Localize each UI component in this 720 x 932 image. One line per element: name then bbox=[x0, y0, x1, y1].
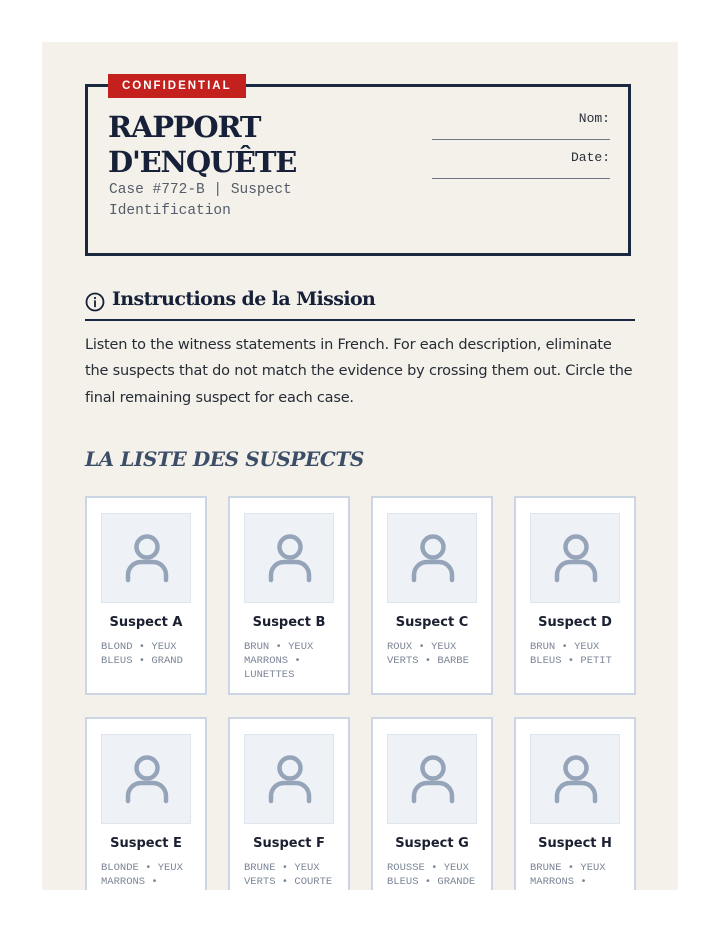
person-icon bbox=[551, 750, 601, 808]
name-field-label: Nom: bbox=[578, 111, 610, 126]
suspect-photo bbox=[387, 734, 477, 824]
suspect-name: Suspect F bbox=[253, 836, 325, 851]
person-icon bbox=[551, 529, 601, 587]
suspect-photo bbox=[530, 734, 620, 824]
case-subtitle: Case #772-B | Suspect Identification bbox=[109, 182, 292, 219]
confidential-badge: CONFIDENTIAL bbox=[108, 74, 246, 98]
suspect-card-f[interactable] bbox=[228, 717, 350, 890]
suspect-name: Suspect D bbox=[538, 615, 612, 630]
suspect-card-a[interactable] bbox=[85, 496, 207, 695]
person-icon bbox=[265, 750, 315, 808]
suspect-name: Suspect A bbox=[109, 615, 183, 630]
suspect-description: BRUNE • YEUX VERTS • COURTE bbox=[244, 862, 333, 888]
suspect-card-g[interactable] bbox=[371, 717, 493, 890]
name-field-line[interactable] bbox=[432, 139, 610, 140]
suspect-card-h[interactable] bbox=[514, 717, 636, 890]
instructions-text: Listen to the witness statements in French. For each description, eliminate the suspects that do not match the evidence by crossing them out. Circle the final remaining suspect for each case. bbox=[85, 337, 633, 406]
date-field-line[interactable] bbox=[432, 178, 610, 179]
suspect-card-e[interactable] bbox=[85, 717, 207, 890]
suspect-name: Suspect B bbox=[252, 615, 326, 630]
suspect-photo bbox=[387, 513, 477, 603]
suspect-card-b[interactable] bbox=[228, 496, 350, 695]
suspect-photo bbox=[244, 734, 334, 824]
suspect-description: ROUX • YEUX VERTS • BARBE bbox=[387, 641, 469, 667]
report-title: RAPPORT D'ENQUÊTE bbox=[108, 110, 297, 179]
suspect-photo bbox=[530, 513, 620, 603]
suspect-photo bbox=[101, 513, 191, 603]
suspect-description: ROUSSE • YEUX BLEUS • GRANDE bbox=[387, 862, 476, 888]
suspect-card-c[interactable] bbox=[371, 496, 493, 695]
suspect-description: BRUN • YEUX MARRONS • LUNETTES bbox=[244, 641, 314, 681]
person-icon bbox=[265, 529, 315, 587]
suspect-card-d[interactable] bbox=[514, 496, 636, 695]
suspect-name: Suspect H bbox=[538, 836, 612, 851]
person-icon bbox=[122, 529, 172, 587]
date-field-label: Date: bbox=[570, 150, 610, 165]
suspect-description: BLONDE • YEUX MARRONS • bbox=[101, 862, 183, 888]
suspect-photo bbox=[101, 734, 191, 824]
suspect-description: BRUNE • YEUX MARRONS • bbox=[530, 862, 606, 888]
instructions-header bbox=[85, 289, 635, 321]
suspect-photo bbox=[244, 513, 334, 603]
suspect-name: Suspect E bbox=[110, 836, 182, 851]
suspect-name: Suspect G bbox=[395, 836, 469, 851]
suspect-description: BLOND • YEUX BLEUS • GRAND bbox=[101, 641, 183, 667]
instructions-title: Instructions de la Mission bbox=[112, 288, 376, 310]
suspect-list-title: LA LISTE DES SUSPECTS bbox=[85, 447, 364, 471]
worksheet-page bbox=[42, 42, 678, 890]
person-icon bbox=[408, 529, 458, 587]
suspect-description: BRUN • YEUX BLEUS • PETIT bbox=[530, 641, 612, 667]
info-icon bbox=[85, 292, 105, 312]
person-icon bbox=[122, 750, 172, 808]
person-icon bbox=[408, 750, 458, 808]
suspect-name: Suspect C bbox=[395, 615, 469, 630]
